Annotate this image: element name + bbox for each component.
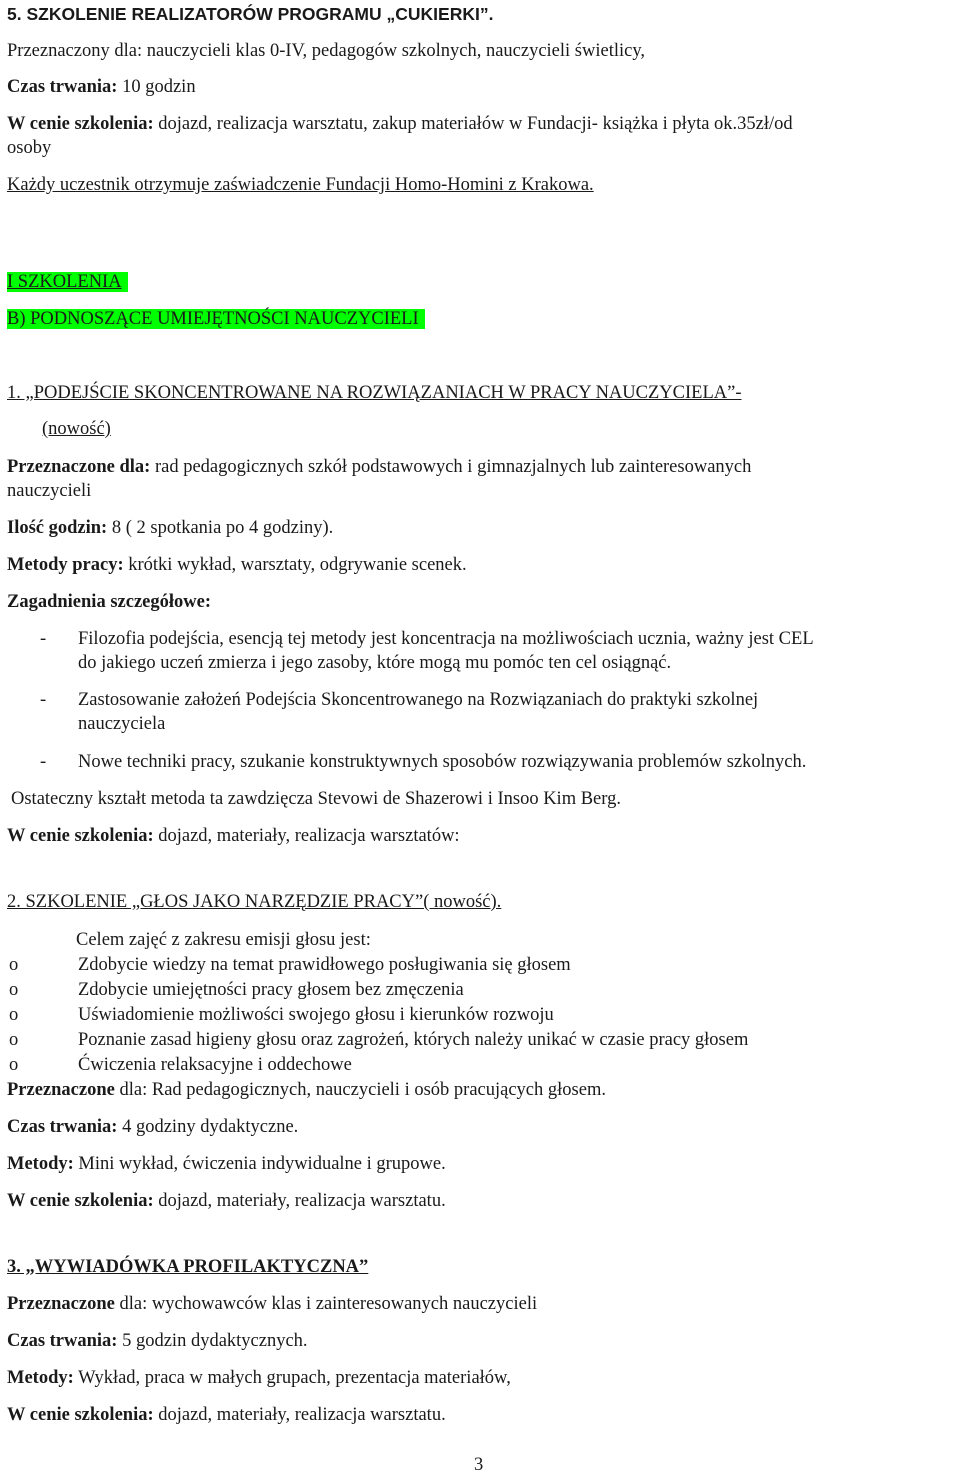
section-5-audience: Przeznaczony dla: nauczycieli klas 0-IV, pedagogów szkolnych, nauczycieli świetlicy,: [7, 41, 646, 61]
course-1-methods: Metody pracy: krótki wykład, warsztaty, odgrywanie scenek.: [7, 555, 467, 575]
course-2-duration: Czas trwania: 4 godziny dydaktyczne.: [7, 1117, 299, 1137]
bullet-icon: o: [9, 1055, 19, 1075]
bullet-icon: o: [9, 1005, 19, 1025]
topic-1-line1: Filozofia podejścia, esencją tej metody jest koncentracja na możliwościach ucznia, ważny jest CEL: [78, 629, 814, 649]
duration-value: 10 godzin: [117, 77, 196, 97]
bullet-icon: o: [9, 1030, 19, 1050]
course-1-hours: Ilość godzin: 8 ( 2 spotkania po 4 godziny).: [7, 518, 334, 538]
topic-3-line1: Nowe techniki pracy, szukanie konstruktywnych sposobów rozwiązywania problemów szkolnych.: [78, 752, 807, 772]
course-1-topics-label: Zagadnienia szczegółowe:: [7, 592, 211, 612]
course-2-intro: Celem zajęć z zakresu emisji głosu jest:: [76, 930, 371, 950]
goal-item: Poznanie zasad higieny głosu oraz zagrożeń, których należy unikać w czasie pracy głosem: [78, 1030, 749, 1050]
section-header-line2: B) PODNOSZĄCE UMIEJĘTNOŚCI NAUCZYCIELI: [7, 307, 425, 331]
bullet-icon: o: [9, 955, 19, 975]
section-5-certificate: Każdy uczestnik otrzymuje zaświadczenie Fundacji Homo-Homini z Krakowa.: [7, 175, 594, 195]
section-header-line1: I SZKOLENIA: [7, 270, 128, 294]
course-2-audience: Przeznaczone dla: Rad pedagogicznych, nauczycieli i osób pracujących głosem.: [7, 1080, 606, 1100]
course-3-duration: Czas trwania: 5 godzin dydaktycznych.: [7, 1331, 308, 1351]
section-5-price: [7, 112, 793, 136]
topic-2-line2: nauczyciela: [78, 714, 166, 734]
goal-item: Zdobycie wiedzy na temat prawidłowego posługiwania się głosem: [78, 955, 571, 975]
bullet-icon: o: [9, 980, 19, 1000]
topic-1-line2: do jakiego uczeń zmierza i jego zasoby, które mogą mu pomóc ten cel osiągnąć.: [78, 653, 672, 673]
section-5-title: 5. SZKOLENIE REALIZATORÓW PROGRAMU „CUKIERKI”.: [7, 4, 494, 24]
course-2-title: 2. SZKOLENIE „GŁOS JAKO NARZĘDZIE PRACY”( nowość).: [7, 892, 502, 912]
price-value: dojazd, realizacja warsztatu, zakup materiałów w Fundacji- książka i płyta ok.35zł/od: [153, 114, 793, 134]
goal-item: Ćwiczenia relaksacyjne i oddechowe: [78, 1055, 352, 1075]
topic-dash: -: [40, 629, 47, 649]
topic-2-line1: Zastosowanie założeń Podejścia Skoncentrowanego na Rozwiązaniach do praktyki szkolnej: [78, 690, 759, 710]
course-1-origin: Ostateczny kształt metoda ta zawdzięcza Stevowi de Shazerowi i Insoo Kim Berg.: [11, 789, 621, 809]
course-3-price: W cenie szkolenia: dojazd, materiały, realizacja warsztatu.: [7, 1405, 446, 1425]
duration-label: Czas trwania:: [7, 77, 118, 97]
course-3-title: 3. „WYWIADÓWKA PROFILAKTYCZNA”: [7, 1257, 369, 1277]
section-5-price-cont: osoby: [7, 138, 52, 158]
course-3-audience: Przeznaczone dla: wychowawców klas i zainteresowanych nauczycieli: [7, 1294, 538, 1314]
goal-item: Zdobycie umiejętności pracy głosem bez zmęczenia: [78, 980, 464, 1000]
course-1-title: 1. „PODEJŚCIE SKONCENTROWANE NA ROZWIĄZANIACH W PRACY NAUCZYCIELA”-: [7, 383, 742, 403]
course-1-price: W cenie szkolenia: dojazd, materiały, realizacja warsztatów:: [7, 826, 460, 846]
price-label: W cenie szkolenia:: [7, 114, 154, 134]
course-3-methods: Metody: Wykład, praca w małych grupach, prezentacja materiałów,: [7, 1368, 511, 1388]
page-number: 3: [474, 1455, 484, 1475]
goal-item: Uświadomienie możliwości swojego głosu i kierunków rozwoju: [78, 1005, 554, 1025]
topic-dash: -: [40, 752, 47, 772]
course-2-methods: Metody: Mini wykład, ćwiczenia indywidualne i grupowe.: [7, 1154, 446, 1174]
course-2-price: W cenie szkolenia: dojazd, materiały, realizacja warsztatu.: [7, 1191, 446, 1211]
course-1-audience: Przeznaczone dla: rad pedagogicznych szkół podstawowych i gimnazjalnych lub zainteresowanych: [7, 457, 752, 477]
course-1-new-tag: (nowość): [42, 419, 111, 439]
course-1-audience-cont: nauczycieli: [7, 481, 92, 501]
section-5-duration: [7, 75, 196, 99]
topic-dash: -: [40, 690, 47, 710]
